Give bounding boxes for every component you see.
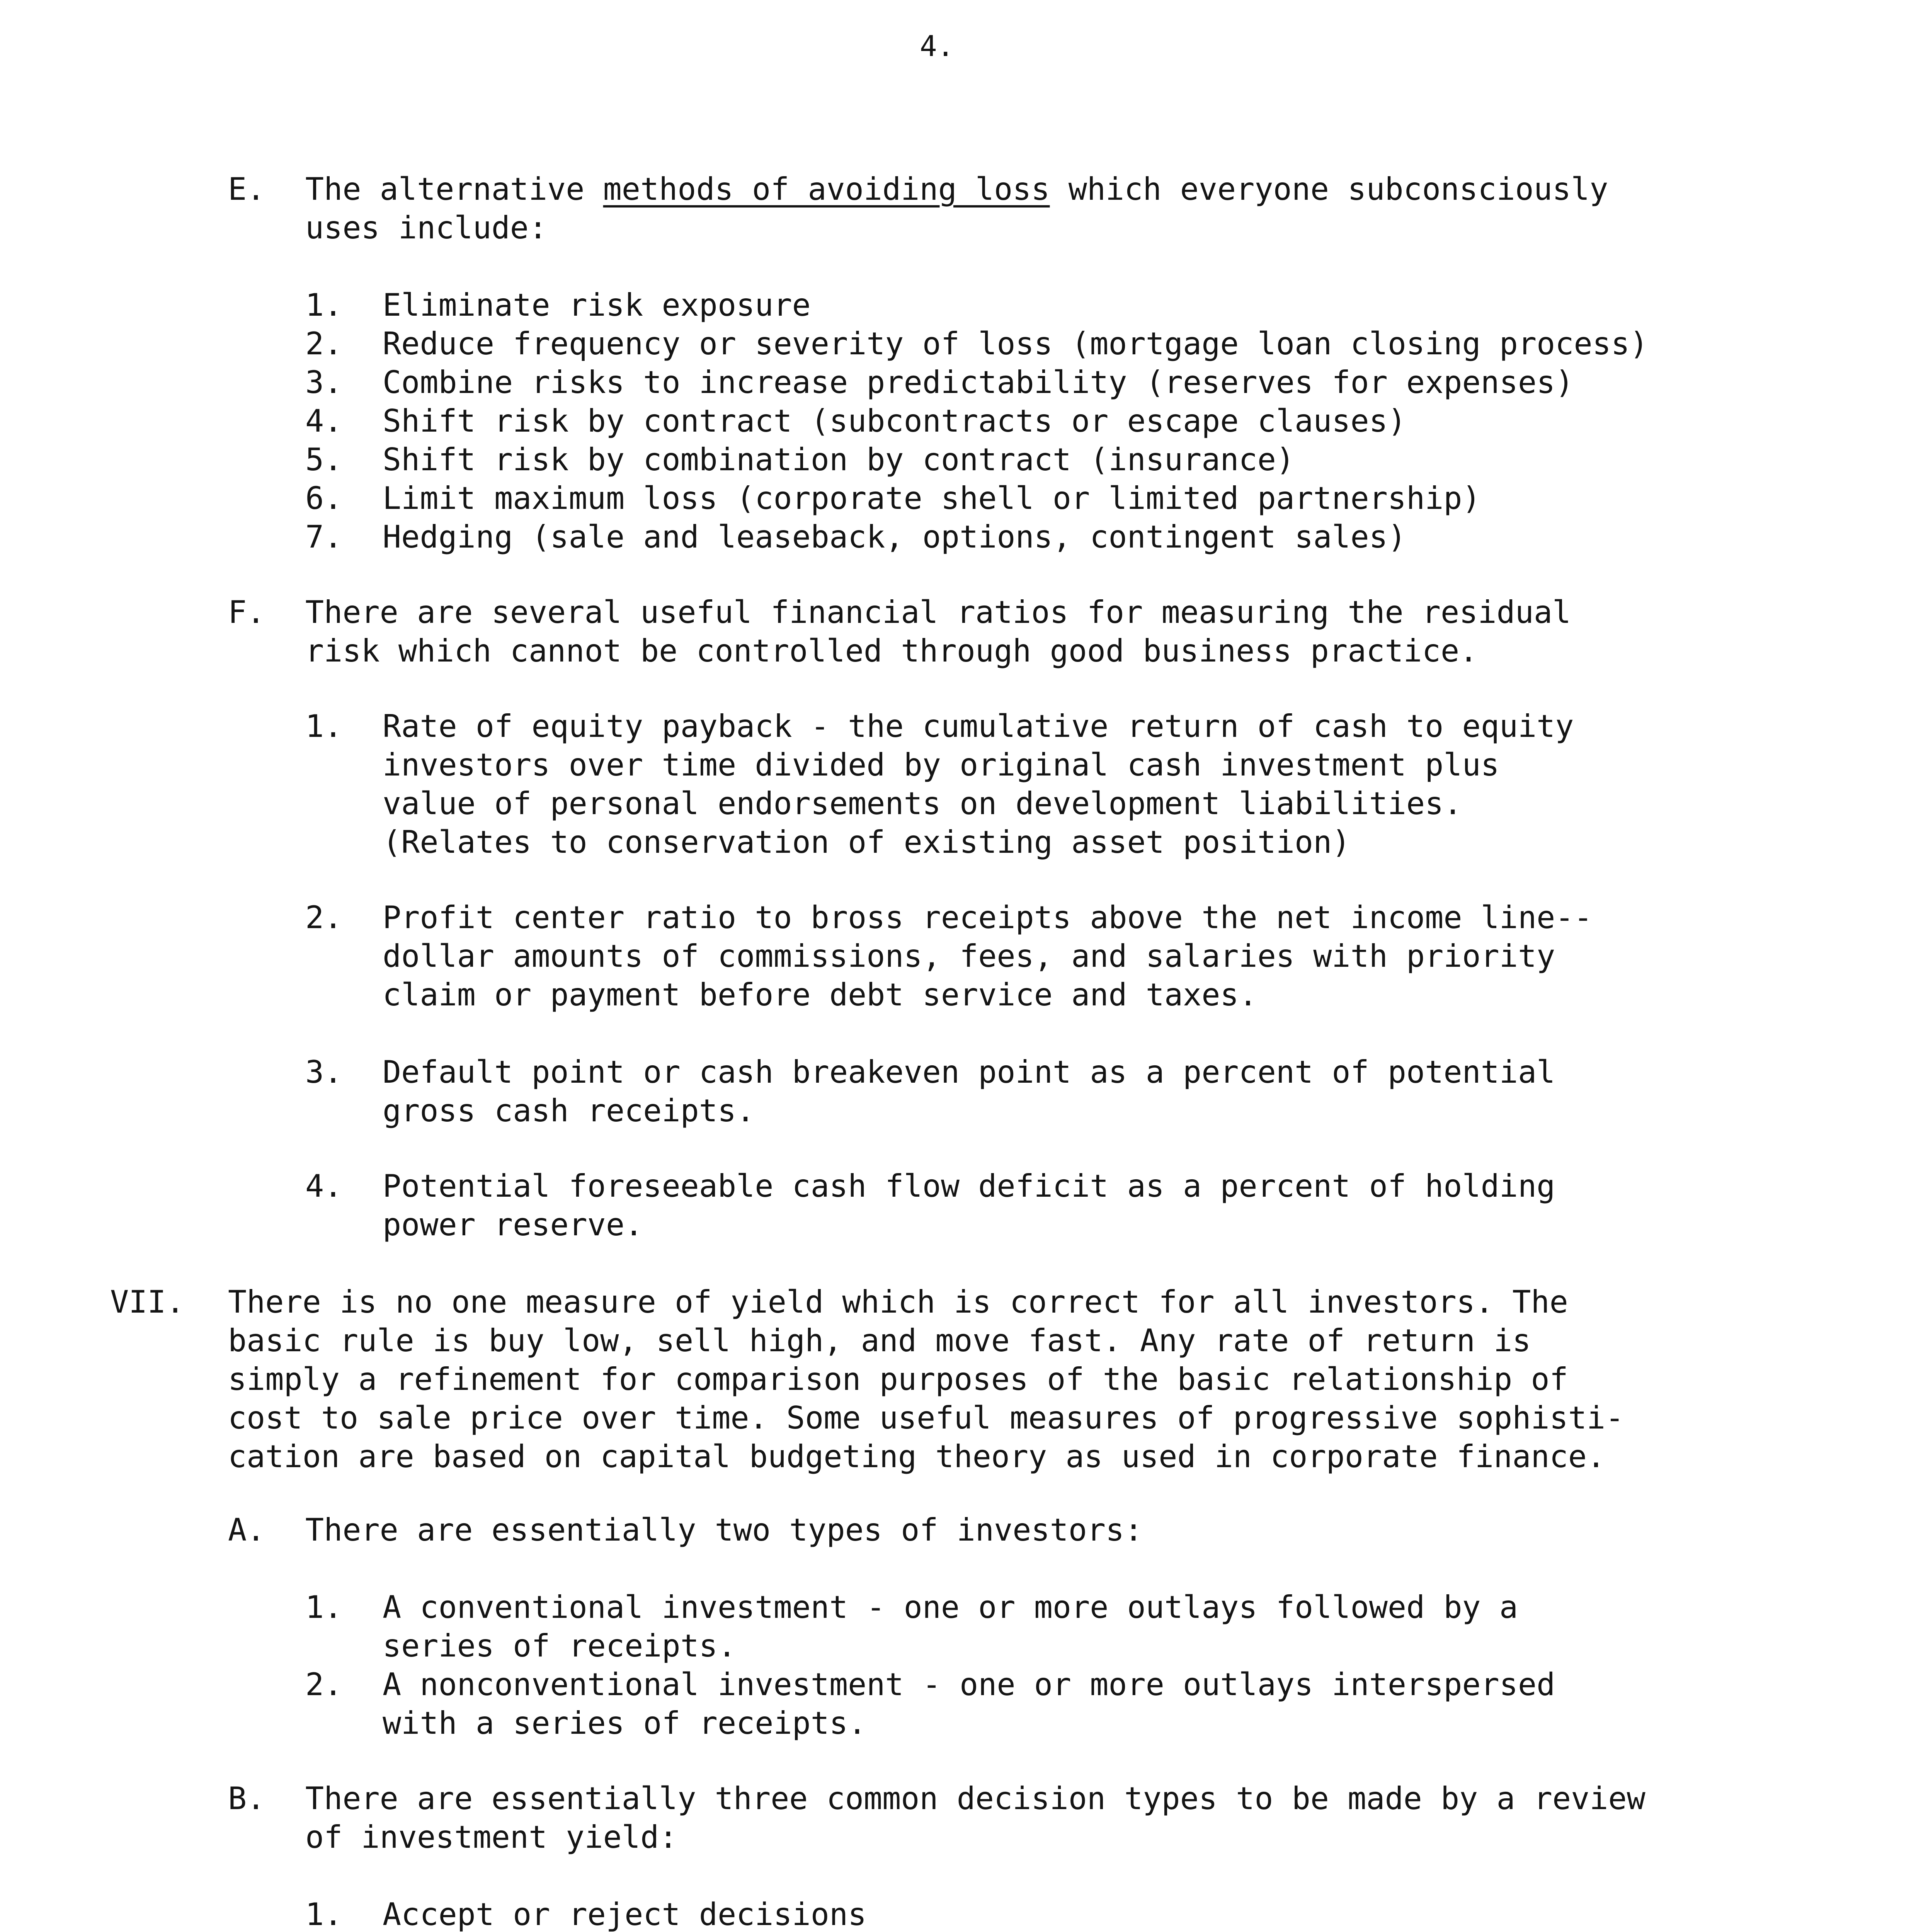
section-e-line-1: The alternative methods of avoiding loss which everyone subconsciously <box>305 171 1608 207</box>
underlined-phrase: methods of avoiding loss <box>603 171 1050 207</box>
section-vii-label: VII. <box>110 1284 185 1320</box>
section-e-line-2: uses include: <box>305 210 548 246</box>
section-b-label: B. <box>228 1781 265 1816</box>
page-number: 4. <box>920 30 955 63</box>
section-e-label: E. <box>228 171 265 207</box>
section-f-label: F. <box>228 594 265 630</box>
section-a-label: A. <box>228 1512 265 1548</box>
document-page: 4. E. The alternative methods of avoiding loss which everyone subconsciously uses include: 1. Eliminate risk exposure 2. Reduce frequency or severity of loss (mortgage loan closing process) 3. Combine risks to increase predictability (reserves for expenses) 4. Shift risk by contract (subcontracts or escape clauses) 5. Shift risk by combination by contract (insurance) 6. Limit maximum loss (corporate shell or limited partnership) 7. Hedging (sale and leaseback, options, contingent sales) F. There are several useful financial ratios for measuring the residual risk which cannot be controlled through good business practice. 1. Rate of equity payback - the cumulative return of cash to equity investors over time divided by original cash investment plus value of personal endorsements on development liabilities. (Relates to conservation of existing asset position) 2. Profit center ratio to bross receipts above the net income line-- dollar amounts of commissions, fees, and salaries with priority claim or payment before debt service and taxes. 3. Default point or cash breakeven point as a percent of potential gross cash receipts. 4. Potential foreseeable cash flow deficit as a percent of holding power reserve. VII. There is no one measure of yield which is correct for all investors. The basic rule is buy low, sell high, and move fast. Any rate of return is simply a refinement for comparison purposes of the basic relationship of cost to sale price over time. Some useful measures of progressive sophisti- cation are based on capital budgeting theory as used in corporate finance. A. There are essentially two types of investors: 1. A conventional investment - one or more outlays followed by a series of receipts. 2. A nonconventional investment - one or more outlays interspersed with a series of receipts. B. There are essentially three common decision types to be made by a review of investment yield: 1. Accept or reject decisions <box>0 0 1916 1932</box>
